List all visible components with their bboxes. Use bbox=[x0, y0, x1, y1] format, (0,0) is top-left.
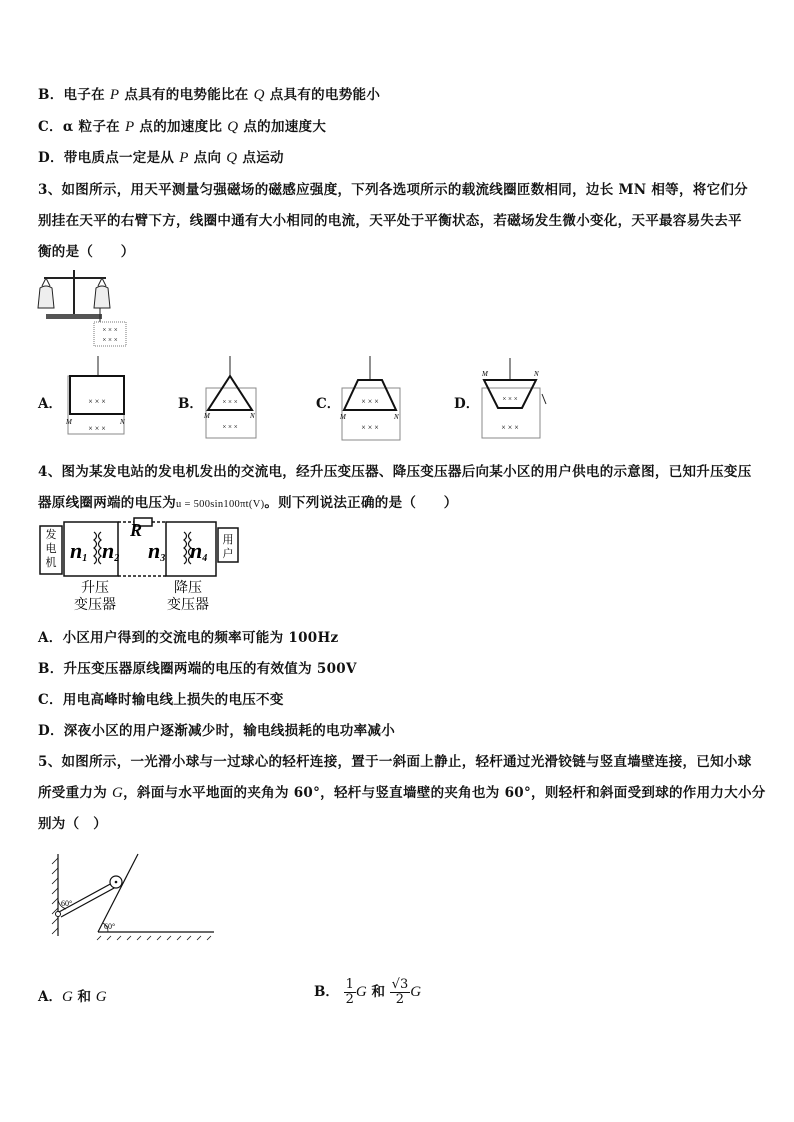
q5-var-g: G bbox=[112, 785, 124, 801]
generator-char-2: 电 bbox=[45, 543, 57, 555]
step-up-caption-1: 升压 bbox=[81, 581, 109, 596]
balance-field-row-1: × × × bbox=[102, 326, 118, 334]
q3-option-c-label: C． bbox=[316, 396, 341, 412]
coil-b-field-row-2: × × × bbox=[222, 423, 238, 431]
q3-option-b-label: B． bbox=[178, 396, 203, 412]
q5-stem-line-2 bbox=[38, 781, 766, 802]
q5-stem-line-2-text-2: ，斜面与水平地面的夹角为 60°，轻杆与竖直墙壁的夹角也为 60°，则轻杆和斜面受到球的作用力大小分 bbox=[123, 785, 766, 801]
coil-b-m-label: M bbox=[204, 412, 210, 420]
q5-option-a-label: A． bbox=[38, 989, 62, 1005]
q2-option-c-text-3: 点的加速度大 bbox=[238, 119, 327, 135]
generator-char-3: 机 bbox=[45, 557, 57, 569]
q5-stem-line-3: 别为（ ） bbox=[38, 816, 107, 832]
coil-a-n-label: N bbox=[120, 418, 125, 426]
step-up-caption-2: 变压器 bbox=[74, 598, 116, 613]
q2-option-d-text-2: 点向 bbox=[188, 150, 227, 166]
q5-option-b-frac-2-den: 2 bbox=[395, 992, 405, 1007]
q2-option-b-var-p: P bbox=[109, 87, 120, 103]
coil-a-field-row-1: × × × bbox=[88, 397, 106, 406]
q5-stem-line-2-text-1: 所受重力为 bbox=[38, 785, 112, 801]
q2-option-c-var-p: P bbox=[124, 119, 135, 135]
q5-option-b-and: 和 bbox=[366, 984, 390, 1000]
q5-option-b-frac-1-num: 1 bbox=[345, 977, 354, 992]
q5-option-b bbox=[314, 972, 421, 1012]
q2-option-d-text-1: D．带电质点一定是从 bbox=[38, 150, 180, 166]
q3-option-c-figure bbox=[336, 354, 408, 442]
q4-stem-line-2-text-2: 。则下列说法正确的是（ ） bbox=[264, 495, 458, 511]
q5-option-a-and: 和 bbox=[72, 989, 96, 1005]
q2-option-d-text-3: 点运动 bbox=[237, 150, 284, 166]
q5-option-b-g2: G bbox=[410, 984, 422, 1000]
q3-stem-line-3: 衡的是（ ） bbox=[38, 244, 135, 260]
transformer-diagram bbox=[38, 514, 242, 614]
q5-option-a-g1: G bbox=[61, 989, 73, 1005]
user-char-1: 用 bbox=[222, 534, 234, 546]
coil-a-field-row-2: × × × bbox=[88, 424, 106, 433]
q3-option-d-figure bbox=[476, 358, 552, 440]
q2-option-c-text-2: 点的加速度比 bbox=[134, 119, 228, 135]
q4-stem-line-1: 4、图为某发电站的发电机发出的交流电，经升压变压器、降压变压器后向某小区的用户供电的示意图，已知升压变压 bbox=[38, 464, 752, 480]
q5-option-b-frac-1 bbox=[344, 978, 356, 1007]
resistor-label: R bbox=[130, 520, 143, 540]
q5-option-b-label: B． bbox=[314, 984, 339, 1000]
q3-stem-line-2: 别挂在天平的右臂下方，线圈中通有大小相同的电流，天平处于平衡状态，若磁场发生微小变化，天平最容易失去平 bbox=[38, 213, 742, 229]
q5-option-b-frac-1-den: 2 bbox=[345, 992, 354, 1007]
coil-c-field-row-2: × × × bbox=[361, 423, 379, 432]
coil-d-field-row-1: × × × bbox=[502, 395, 518, 403]
user-char-2: 户 bbox=[222, 548, 234, 560]
q4-voltage-formula: u = 500sin100πt(V) bbox=[176, 499, 265, 510]
coil-c-m-label: M bbox=[340, 413, 346, 421]
n3-label: n3 bbox=[148, 538, 166, 564]
q5-option-a-g2: G bbox=[95, 989, 107, 1005]
q4-option-c: C．用电高峰时输电线上损失的电压不变 bbox=[38, 692, 284, 708]
q5-option-b-g1: G bbox=[355, 984, 367, 1000]
q2-option-c-text-1: C．α 粒子在 bbox=[38, 119, 125, 135]
q2-option-d-var-p: P bbox=[179, 150, 189, 166]
coil-b-n-label: N bbox=[250, 412, 255, 420]
q5-option-b-frac-2 bbox=[390, 978, 411, 1007]
q5-stem-line-1: 5、如图所示，一光滑小球与一过球心的轻杆连接，置于一斜面上静止，轻杆通过光滑铰链与竖直墙壁连接，已知小球 bbox=[38, 754, 752, 770]
incline-figure bbox=[46, 852, 218, 942]
balance-figure bbox=[36, 268, 128, 350]
q3-option-d-label: D． bbox=[454, 396, 480, 412]
coil-d-field-row-2: × × × bbox=[501, 423, 519, 432]
q4-option-d: D．深夜小区的用户逐渐减少时，输电线损耗的电功率减小 bbox=[38, 723, 396, 739]
q4-option-a: A．小区用户得到的交流电的频率可能为 100Hz bbox=[38, 630, 339, 646]
q2-option-b-text-3: 点具有的电势能小 bbox=[264, 87, 381, 103]
step-down-caption-1: 降压 bbox=[174, 581, 202, 596]
q3-option-b-figure bbox=[200, 354, 266, 440]
q2-option-b-var-q: Q bbox=[253, 87, 265, 103]
q2-option-c-var-q: Q bbox=[227, 119, 239, 135]
q2-option-d bbox=[38, 146, 284, 167]
q2-option-b-text-2: 点具有的电势能比在 bbox=[119, 87, 254, 103]
q5-option-a bbox=[38, 985, 107, 1006]
q3-stem-line-1: 3、如图所示，用天平测量匀强磁场的磁感应强度，下列各选项所示的载流线圈匝数相同，边长 MN 相等，将它们分 bbox=[38, 182, 748, 198]
n2-label: n2 bbox=[102, 538, 120, 564]
coil-d-m-label: M bbox=[482, 370, 488, 378]
q2-option-b bbox=[38, 83, 380, 104]
wall-angle-label: 60° bbox=[61, 899, 73, 908]
q3-option-a-label: A． bbox=[38, 396, 62, 412]
q4-option-b: B．升压变压器原线圈两端的电压的有效值为 500V bbox=[38, 661, 357, 677]
q3-option-a-figure bbox=[62, 354, 140, 446]
q5-option-b-frac-2-num: √3 bbox=[391, 977, 409, 992]
balance-field-row-2: × × × bbox=[102, 336, 118, 344]
generator-char-1: 发 bbox=[45, 529, 57, 541]
coil-d-n-label: N bbox=[534, 370, 539, 378]
q4-stem-line-2 bbox=[38, 491, 458, 511]
n1-label: n1 bbox=[70, 538, 88, 564]
q4-stem-line-2-text-1: 器原线圈两端的电压为 bbox=[38, 495, 176, 511]
q2-option-b-text-1: B．电子在 bbox=[38, 87, 110, 103]
ground-angle-label: 60° bbox=[104, 922, 116, 931]
coil-b-field-row-1: × × × bbox=[222, 398, 238, 406]
q2-option-d-var-q: Q bbox=[226, 150, 238, 166]
n4-label: n4 bbox=[190, 538, 208, 564]
step-down-caption-2: 变压器 bbox=[167, 598, 209, 613]
coil-c-n-label: N bbox=[394, 413, 399, 421]
coil-c-field-row-1: × × × bbox=[361, 397, 379, 406]
q2-option-c bbox=[38, 115, 326, 136]
coil-a-m-label: M bbox=[66, 418, 72, 426]
